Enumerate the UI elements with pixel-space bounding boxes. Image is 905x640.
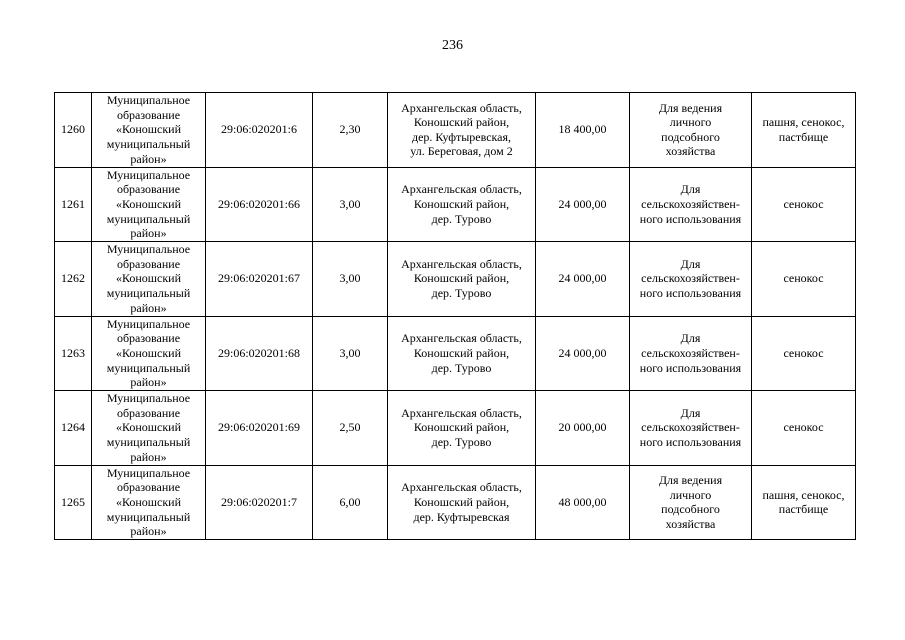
owner-cell: [92, 316, 206, 391]
area-value: 2,50: [339, 420, 361, 435]
cadastral-number-cell: [206, 465, 313, 540]
cadastral-number-value: 29:06:020201:66: [217, 196, 300, 211]
address-line: Коношский район,: [413, 420, 510, 435]
owner-line: муниципальный: [106, 360, 191, 375]
address-line: Коношский район,: [413, 271, 510, 286]
area-value: 3,00: [339, 345, 361, 360]
price-cell: [536, 316, 630, 391]
address-line: Архангельская область,: [401, 100, 522, 115]
address-cell: [388, 93, 536, 168]
area-value: 2,30: [339, 122, 361, 137]
table-row: [55, 93, 856, 168]
owner-line: «Коношский: [115, 122, 182, 137]
area-value: 6,00: [339, 494, 361, 509]
price-value: 18 400,00: [558, 122, 607, 137]
permitted-use-line: Для: [680, 331, 701, 346]
permitted-use-line: ного использования: [639, 360, 742, 375]
area-cell: [313, 391, 388, 466]
land-type-cell: [752, 242, 856, 317]
owner-cell: [92, 93, 206, 168]
land-type-cell: [752, 167, 856, 242]
row-number-cell: [55, 465, 92, 540]
owner-line: район»: [130, 151, 167, 166]
owner-line: район»: [130, 300, 167, 315]
price-value: 20 000,00: [558, 420, 607, 435]
land-type-line: пастбище: [778, 502, 829, 517]
address-line: Коношский район,: [413, 196, 510, 211]
permitted-use-line: подсобного: [661, 129, 720, 144]
cadastral-number-value: 29:06:020201:7: [220, 494, 297, 509]
permitted-use-line: ного использования: [639, 211, 742, 226]
row-number-value: 1265: [61, 494, 85, 509]
owner-line: образование: [116, 256, 181, 271]
address-cell: [388, 167, 536, 242]
table-row: [55, 391, 856, 466]
cadastral-number-cell: [206, 93, 313, 168]
address-line: дер. Турово: [431, 435, 492, 450]
address-cell: [388, 391, 536, 466]
owner-line: образование: [116, 405, 181, 420]
permitted-use-line: ного использования: [639, 286, 742, 301]
permitted-use-line: Для: [680, 182, 701, 197]
permitted-use-line: сельскохозяйствен-: [641, 345, 740, 360]
owner-line: Муниципальное: [106, 465, 191, 480]
address-line: дер. Куфтыревская,: [411, 129, 512, 144]
row-number-value: 1261: [61, 196, 85, 211]
land-type-line: сенокос: [783, 196, 824, 211]
row-number-value: 1264: [61, 420, 85, 435]
row-number-cell: [55, 316, 92, 391]
permitted-use-line: Для ведения: [658, 100, 723, 115]
address-cell: [388, 242, 536, 317]
cadastral-number-value: 29:06:020201:69: [217, 420, 300, 435]
owner-line: район»: [130, 524, 167, 539]
address-line: дер. Турово: [431, 211, 492, 226]
owner-line: «Коношский: [115, 271, 182, 286]
permitted-use-cell: [630, 167, 752, 242]
owner-line: Муниципальное: [106, 242, 191, 257]
cadastral-number-cell: [206, 242, 313, 317]
land-type-cell: [752, 93, 856, 168]
land-type-cell: [752, 316, 856, 391]
area-cell: [313, 242, 388, 317]
land-type-line: сенокос: [783, 271, 824, 286]
owner-line: «Коношский: [115, 196, 182, 211]
address-cell: [388, 465, 536, 540]
row-number-value: 1262: [61, 271, 85, 286]
area-cell: [313, 93, 388, 168]
permitted-use-line: Для ведения: [658, 473, 723, 488]
owner-line: муниципальный: [106, 211, 191, 226]
price-cell: [536, 167, 630, 242]
permitted-use-cell: [630, 465, 752, 540]
permitted-use-line: сельскохозяйствен-: [641, 196, 740, 211]
owner-cell: [92, 391, 206, 466]
row-number-cell: [55, 242, 92, 317]
permitted-use-line: подсобного: [661, 502, 720, 517]
table-row: [55, 316, 856, 391]
address-line: дер. Турово: [431, 360, 492, 375]
page-number: 236: [442, 38, 463, 53]
area-cell: [313, 316, 388, 391]
owner-line: Муниципальное: [106, 316, 191, 331]
permitted-use-cell: [630, 242, 752, 317]
permitted-use-line: личного: [669, 115, 712, 130]
price-cell: [536, 391, 630, 466]
cadastral-number-value: 29:06:020201:6: [220, 122, 297, 137]
price-value: 24 000,00: [558, 271, 607, 286]
land-type-cell: [752, 391, 856, 466]
land-type-line: сенокос: [783, 420, 824, 435]
land-type-line: пашня, сенокос,: [762, 115, 845, 130]
address-line: Архангельская область,: [401, 256, 522, 271]
owner-line: Муниципальное: [106, 167, 191, 182]
price-cell: [536, 242, 630, 317]
owner-line: «Коношский: [115, 345, 182, 360]
permitted-use-line: сельскохозяйствен-: [641, 420, 740, 435]
price-cell: [536, 93, 630, 168]
address-line: ул. Береговая, дом 2: [410, 144, 513, 159]
cadastral-number-cell: [206, 316, 313, 391]
owner-line: район»: [130, 449, 167, 464]
row-number-cell: [55, 167, 92, 242]
area-cell: [313, 167, 388, 242]
permitted-use-cell: [630, 316, 752, 391]
owner-line: район»: [130, 226, 167, 241]
owner-cell: [92, 242, 206, 317]
address-line: Коношский район,: [413, 345, 510, 360]
cadastral-number-cell: [206, 167, 313, 242]
table-row: [55, 465, 856, 540]
permitted-use-cell: [630, 391, 752, 466]
owner-line: муниципальный: [106, 509, 191, 524]
owner-line: образование: [116, 331, 181, 346]
permitted-use-line: хозяйства: [665, 144, 716, 159]
price-value: 48 000,00: [558, 494, 607, 509]
owner-line: образование: [116, 480, 181, 495]
row-number-cell: [55, 391, 92, 466]
address-cell: [388, 316, 536, 391]
cadastral-number-cell: [206, 391, 313, 466]
owner-line: Муниципальное: [106, 93, 191, 108]
address-line: Архангельская область,: [401, 480, 522, 495]
owner-cell: [92, 167, 206, 242]
permitted-use-line: личного: [669, 487, 712, 502]
owner-cell: [92, 465, 206, 540]
address-line: дер. Турово: [431, 286, 492, 301]
permitted-use-cell: [630, 93, 752, 168]
row-number-cell: [55, 93, 92, 168]
table-body: [55, 93, 856, 540]
permitted-use-line: сельскохозяйствен-: [641, 271, 740, 286]
owner-line: муниципальный: [106, 286, 191, 301]
owner-line: образование: [116, 107, 181, 122]
owner-line: образование: [116, 182, 181, 197]
table-row: [55, 242, 856, 317]
address-line: Архангельская область,: [401, 331, 522, 346]
owner-line: район»: [130, 375, 167, 390]
permitted-use-line: ного использования: [639, 435, 742, 450]
area-cell: [313, 465, 388, 540]
owner-line: муниципальный: [106, 435, 191, 450]
land-type-line: пастбище: [778, 129, 829, 144]
address-line: дер. Куфтыревская: [413, 509, 510, 524]
owner-line: муниципальный: [106, 137, 191, 152]
cadastral-number-value: 29:06:020201:68: [217, 345, 300, 360]
land-registry-table: [54, 92, 856, 540]
address-line: Архангельская область,: [401, 405, 522, 420]
permitted-use-line: хозяйства: [665, 516, 716, 531]
land-type-line: сенокос: [783, 345, 824, 360]
area-value: 3,00: [339, 196, 361, 211]
permitted-use-line: Для: [680, 256, 701, 271]
price-value: 24 000,00: [558, 345, 607, 360]
cadastral-number-value: 29:06:020201:67: [217, 271, 300, 286]
address-line: Коношский район,: [413, 115, 510, 130]
row-number-value: 1263: [61, 345, 85, 360]
price-value: 24 000,00: [558, 196, 607, 211]
price-cell: [536, 465, 630, 540]
land-type-cell: [752, 465, 856, 540]
address-line: Коношский район,: [413, 494, 510, 509]
owner-line: «Коношский: [115, 494, 182, 509]
area-value: 3,00: [339, 271, 361, 286]
land-type-line: пашня, сенокос,: [762, 487, 845, 502]
owner-line: Муниципальное: [106, 391, 191, 406]
address-line: Архангельская область,: [401, 182, 522, 197]
table-row: [55, 167, 856, 242]
permitted-use-line: Для: [680, 405, 701, 420]
owner-line: «Коношский: [115, 420, 182, 435]
row-number-value: 1260: [61, 122, 85, 137]
